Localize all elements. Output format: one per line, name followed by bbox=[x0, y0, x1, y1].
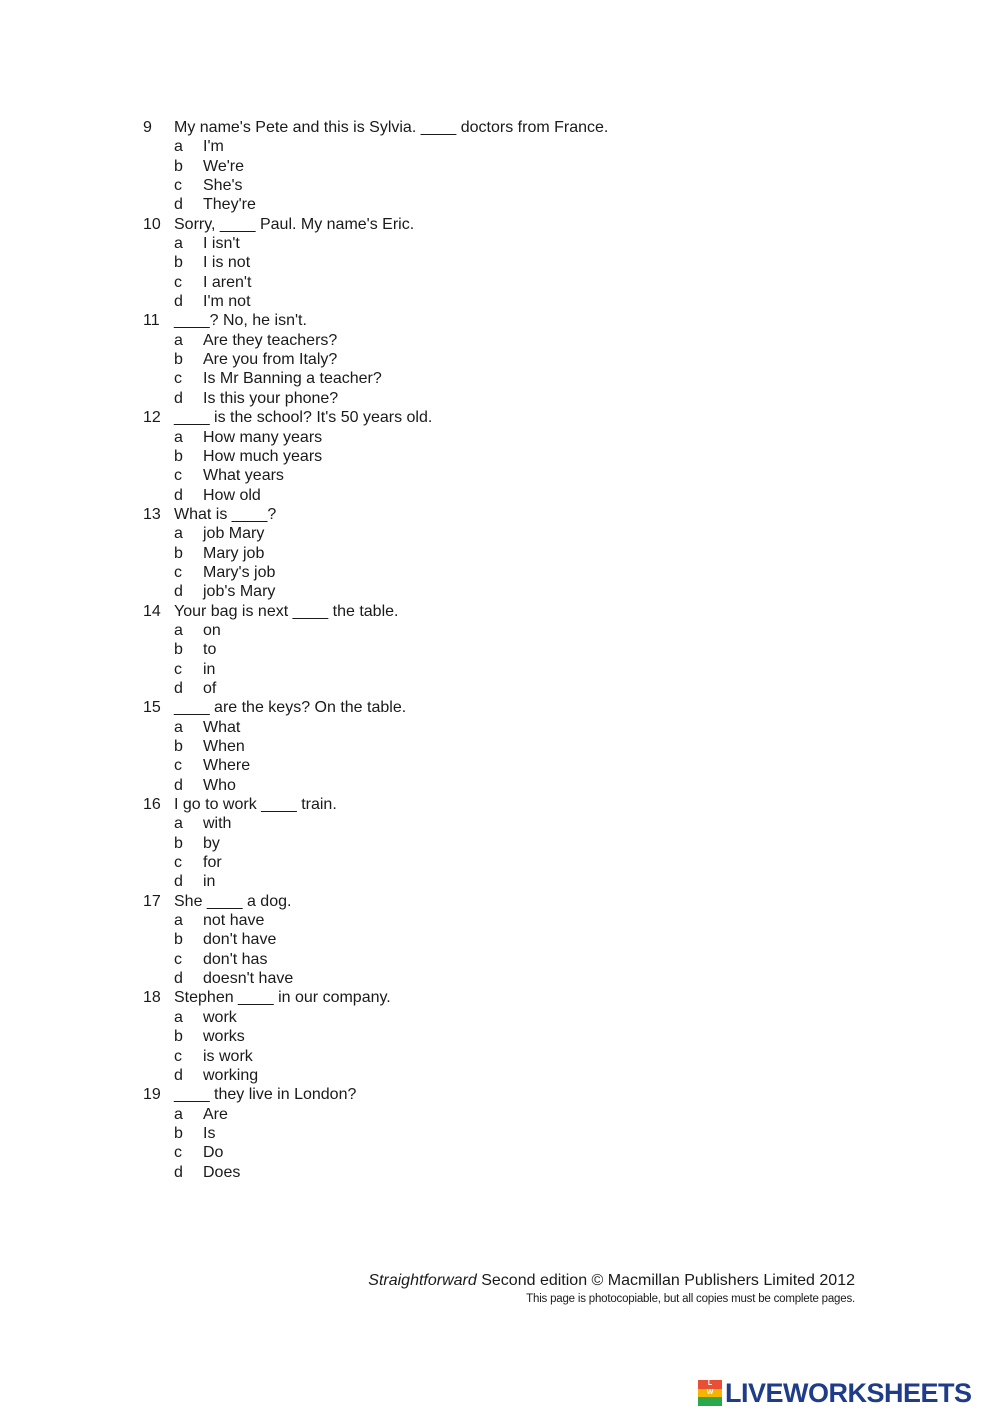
option-text: I is not bbox=[203, 254, 251, 272]
option-text: Is Mr Banning a teacher? bbox=[203, 370, 382, 388]
option-letter: b bbox=[174, 351, 183, 369]
answer-option-c[interactable] bbox=[0, 563, 1000, 582]
answer-option-a[interactable] bbox=[0, 911, 1000, 930]
question-16 bbox=[0, 795, 1000, 892]
answer-option-b[interactable] bbox=[0, 930, 1000, 949]
answer-option-d[interactable] bbox=[0, 389, 1000, 408]
answer-option-b[interactable] bbox=[0, 350, 1000, 369]
option-letter: c bbox=[174, 177, 182, 195]
question-number: 10 bbox=[143, 215, 161, 233]
question-number: 19 bbox=[143, 1086, 161, 1104]
answer-option-d[interactable] bbox=[0, 776, 1000, 795]
option-letter: a bbox=[174, 718, 183, 736]
option-text: What years bbox=[203, 467, 284, 485]
option-text: in bbox=[203, 660, 216, 678]
option-text: How much years bbox=[203, 447, 323, 465]
brand-name: LIVEWORKSHEETS bbox=[725, 1377, 972, 1408]
logo-bar bbox=[698, 1397, 722, 1406]
question-list bbox=[0, 118, 1000, 1182]
question-line bbox=[0, 215, 1000, 234]
option-letter: b bbox=[174, 931, 183, 949]
option-text: How old bbox=[203, 486, 261, 504]
option-text: I'm bbox=[203, 138, 224, 156]
option-text: I isn't bbox=[203, 235, 240, 253]
option-letter: d bbox=[174, 293, 183, 311]
question-number: 18 bbox=[143, 989, 161, 1007]
option-text: Do bbox=[203, 1144, 224, 1162]
option-text: Are bbox=[203, 1105, 228, 1123]
option-text: don't has bbox=[203, 950, 268, 968]
option-text: When bbox=[203, 738, 245, 755]
option-text: is work bbox=[203, 1047, 253, 1065]
option-text: in bbox=[203, 873, 216, 891]
answer-option-c[interactable] bbox=[0, 369, 1000, 388]
option-letter: c bbox=[174, 370, 182, 388]
option-letter: d bbox=[174, 196, 183, 214]
option-text: Are they teachers? bbox=[203, 331, 338, 349]
option-text: Does bbox=[203, 1163, 241, 1181]
question-12 bbox=[0, 408, 1000, 505]
option-letter: d bbox=[174, 776, 183, 794]
option-letter: c bbox=[174, 1047, 182, 1065]
answer-option-a[interactable] bbox=[0, 428, 1000, 447]
option-text: Mary's job bbox=[203, 563, 276, 581]
option-text: by bbox=[203, 834, 220, 852]
option-letter: d bbox=[174, 679, 183, 697]
option-text: I aren't bbox=[203, 273, 252, 291]
option-text: works bbox=[203, 1028, 245, 1046]
option-letter: c bbox=[174, 854, 182, 872]
answer-option-a[interactable] bbox=[0, 137, 1000, 156]
question-text: What is ____? bbox=[174, 505, 277, 523]
option-text: not have bbox=[203, 912, 265, 930]
option-letter: b bbox=[174, 447, 183, 465]
option-letter: d bbox=[174, 1163, 183, 1181]
answer-option-a[interactable] bbox=[0, 524, 1000, 543]
option-text: job Mary bbox=[203, 525, 265, 543]
option-letter: a bbox=[174, 331, 183, 349]
option-text: Where bbox=[203, 757, 251, 775]
option-text: Mary job bbox=[203, 544, 265, 562]
question-number: 12 bbox=[143, 409, 161, 427]
answer-option-a[interactable] bbox=[0, 814, 1000, 833]
question-line bbox=[0, 1085, 1000, 1104]
question-line bbox=[0, 602, 1000, 621]
question-line bbox=[0, 408, 1000, 427]
question-line bbox=[0, 311, 1000, 330]
option-letter: b bbox=[174, 834, 183, 852]
question-10 bbox=[0, 215, 1000, 312]
option-letter: b bbox=[174, 254, 183, 272]
question-text: ____? No, he isn't. bbox=[174, 312, 307, 330]
option-letter: a bbox=[174, 621, 183, 639]
answer-option-c[interactable] bbox=[0, 1143, 1000, 1162]
answer-option-c[interactable] bbox=[0, 660, 1000, 679]
option-text: Who bbox=[203, 776, 236, 794]
option-text: of bbox=[203, 679, 217, 697]
answer-option-c[interactable] bbox=[0, 853, 1000, 872]
question-17 bbox=[0, 892, 1000, 989]
question-9 bbox=[0, 118, 1000, 215]
option-text: job's Mary bbox=[203, 583, 276, 601]
question-text: I go to work ____ train. bbox=[174, 796, 337, 814]
answer-option-d[interactable] bbox=[0, 486, 1000, 505]
answer-option-b[interactable] bbox=[0, 253, 1000, 272]
option-text: We're bbox=[203, 157, 244, 175]
question-text: My name's Pete and this is Sylvia. ____ doctors from France. bbox=[174, 119, 609, 136]
answer-option-b[interactable] bbox=[0, 1027, 1000, 1046]
question-text: Sorry, ____ Paul. My name's Eric. bbox=[174, 215, 415, 233]
option-letter: a bbox=[174, 138, 183, 156]
answer-option-a[interactable] bbox=[0, 331, 1000, 350]
answer-option-b[interactable] bbox=[0, 640, 1000, 659]
option-letter: b bbox=[174, 641, 183, 659]
option-text: What bbox=[203, 718, 241, 736]
question-line bbox=[0, 795, 1000, 814]
answer-option-d[interactable] bbox=[0, 679, 1000, 698]
answer-option-d[interactable] bbox=[0, 292, 1000, 311]
option-letter: c bbox=[174, 757, 182, 775]
question-18 bbox=[0, 988, 1000, 1085]
question-text: ____ they live in London? bbox=[174, 1086, 357, 1104]
option-letter: c bbox=[174, 467, 182, 485]
answer-option-a[interactable] bbox=[0, 1008, 1000, 1027]
option-letter: d bbox=[174, 389, 183, 407]
option-letter: c bbox=[174, 660, 182, 678]
answer-option-a[interactable] bbox=[0, 621, 1000, 640]
option-text: She's bbox=[203, 177, 243, 195]
option-text: Is bbox=[203, 1124, 216, 1142]
option-letter: d bbox=[174, 873, 183, 891]
option-letter: d bbox=[174, 583, 183, 601]
answer-option-b[interactable] bbox=[0, 447, 1000, 466]
question-number: 17 bbox=[143, 892, 161, 910]
option-letter: d bbox=[174, 970, 183, 988]
question-number: 15 bbox=[143, 699, 161, 717]
answer-option-a[interactable] bbox=[0, 1105, 1000, 1124]
question-text: ____ are the keys? On the table. bbox=[174, 699, 407, 717]
answer-option-c[interactable] bbox=[0, 1047, 1000, 1066]
answer-option-c[interactable] bbox=[0, 466, 1000, 485]
option-letter: d bbox=[174, 1066, 183, 1084]
answer-option-d[interactable] bbox=[0, 195, 1000, 214]
question-line bbox=[0, 698, 1000, 717]
option-letter: a bbox=[174, 815, 183, 833]
option-letter: c bbox=[174, 273, 182, 291]
question-15 bbox=[0, 698, 1000, 795]
book-title: Straightforward bbox=[368, 1272, 477, 1289]
option-letter: a bbox=[174, 428, 183, 446]
question-text: ____ is the school? It's 50 years old. bbox=[174, 409, 433, 427]
answer-option-c[interactable] bbox=[0, 176, 1000, 195]
photocopy-note: This page is photocopiable, but all copies must be complete pages. bbox=[526, 1293, 855, 1305]
question-line bbox=[0, 118, 1000, 137]
option-letter: a bbox=[174, 912, 183, 930]
logo-bar: W bbox=[698, 1389, 722, 1398]
option-text: They're bbox=[203, 196, 256, 214]
liveworksheets-logo-icon bbox=[698, 1380, 722, 1406]
answer-option-c[interactable] bbox=[0, 950, 1000, 969]
option-letter: d bbox=[174, 486, 183, 504]
question-text: Stephen ____ in our company. bbox=[174, 989, 391, 1007]
liveworksheets-brand[interactable] bbox=[698, 1378, 972, 1408]
answer-option-a[interactable] bbox=[0, 234, 1000, 253]
option-text: working bbox=[203, 1066, 259, 1084]
question-line bbox=[0, 988, 1000, 1007]
option-letter: a bbox=[174, 525, 183, 543]
answer-option-b[interactable] bbox=[0, 737, 1000, 756]
answer-option-d[interactable] bbox=[0, 582, 1000, 601]
option-letter: a bbox=[174, 1008, 183, 1026]
option-text: Are you from Italy? bbox=[203, 351, 338, 369]
option-letter: c bbox=[174, 950, 182, 968]
question-14 bbox=[0, 602, 1000, 699]
option-text: work bbox=[203, 1008, 237, 1026]
option-text: don't have bbox=[203, 931, 277, 949]
question-number: 16 bbox=[143, 796, 161, 814]
option-text: for bbox=[203, 854, 222, 872]
option-letter: a bbox=[174, 1105, 183, 1123]
option-letter: b bbox=[174, 738, 183, 755]
question-line bbox=[0, 892, 1000, 911]
copyright-text: Second edition © Macmillan Publishers Limited 2012 bbox=[476, 1272, 855, 1289]
option-text: How many years bbox=[203, 428, 323, 446]
option-letter: b bbox=[174, 1124, 183, 1142]
answer-option-d[interactable] bbox=[0, 872, 1000, 891]
question-number: 14 bbox=[143, 602, 161, 620]
option-text: Is this your phone? bbox=[203, 389, 339, 407]
logo-bar: L bbox=[698, 1380, 722, 1389]
answer-option-d[interactable] bbox=[0, 969, 1000, 988]
question-number: 11 bbox=[143, 312, 160, 330]
option-letter: b bbox=[174, 544, 183, 562]
answer-option-b[interactable] bbox=[0, 834, 1000, 853]
question-number: 13 bbox=[143, 505, 161, 523]
option-letter: b bbox=[174, 1028, 183, 1046]
answer-option-a[interactable] bbox=[0, 718, 1000, 737]
question-text: Your bag is next ____ the table. bbox=[174, 602, 399, 620]
copyright-line bbox=[368, 1272, 855, 1290]
question-13 bbox=[0, 505, 1000, 602]
answer-option-d[interactable] bbox=[0, 1163, 1000, 1182]
answer-option-b[interactable] bbox=[0, 157, 1000, 176]
option-text: to bbox=[203, 641, 217, 659]
answer-option-d[interactable] bbox=[0, 1066, 1000, 1085]
option-text: on bbox=[203, 621, 221, 639]
question-19 bbox=[0, 1085, 1000, 1182]
option-letter: c bbox=[174, 1144, 182, 1162]
answer-option-c[interactable] bbox=[0, 273, 1000, 292]
option-letter: b bbox=[174, 157, 183, 175]
option-letter: c bbox=[174, 563, 182, 581]
answer-option-b[interactable] bbox=[0, 544, 1000, 563]
option-text: with bbox=[203, 815, 232, 833]
question-number: 9 bbox=[143, 119, 152, 136]
option-text: I'm not bbox=[203, 293, 251, 311]
question-11 bbox=[0, 311, 1000, 408]
option-text: doesn't have bbox=[203, 970, 294, 988]
option-letter: a bbox=[174, 235, 183, 253]
answer-option-c[interactable] bbox=[0, 756, 1000, 775]
question-line bbox=[0, 505, 1000, 524]
question-text: She ____ a dog. bbox=[174, 892, 292, 910]
answer-option-b[interactable] bbox=[0, 1124, 1000, 1143]
